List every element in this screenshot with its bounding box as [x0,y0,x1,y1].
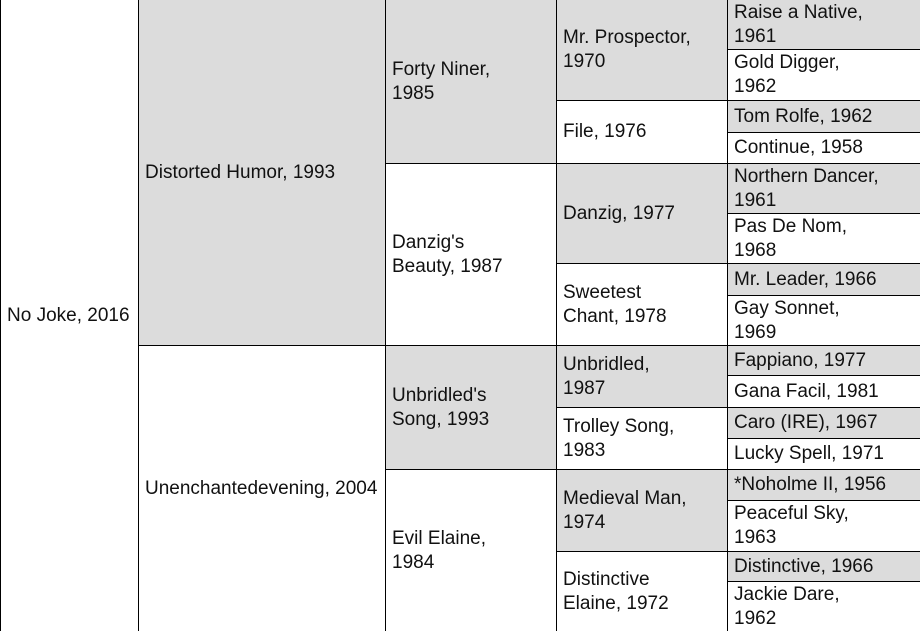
sire-dam-name: Danzig's Beauty, 1987 [392,231,503,277]
subject-cell [1,0,138,631]
row-divider [556,263,920,264]
subject-name: No Joke, 2016 [7,304,130,326]
sire-name: Distorted Humor, 1993 [145,161,336,183]
g3-name: File, 1976 [563,121,647,142]
g4-cell [728,501,920,551]
g4-name: *Noholme II, 1956 [734,474,887,495]
dam-dam-name: Evil Elaine, 1984 [392,527,486,573]
g3-name: Danzig, 1977 [563,202,675,224]
g4-name: Pas De Nom, 1968 [734,215,847,261]
g4-cell [728,582,920,631]
g3-cell [557,0,727,100]
g4-cell [728,101,920,132]
g3-name: Distinctive Elaine, 1972 [563,568,669,614]
g4-cell [728,214,920,263]
g4-name: Gay Sonnet, 1969 [734,297,840,343]
row-divider [727,581,920,582]
dam-sire-cell [386,346,556,469]
dam-dam-cell [386,470,556,631]
g4-cell [728,296,920,345]
row-divider [727,213,920,214]
g3-cell [557,552,727,631]
column-divider [138,0,139,631]
row-divider [727,132,920,133]
g3-name: Unbridled, 1987 [563,353,650,399]
g4-name: Raise a Native, 1961 [734,1,863,47]
g4-name: Lucky Spell, 1971 [734,443,884,464]
row-divider [138,345,920,346]
g4-name: Gold Digger, 1962 [734,52,840,97]
row-divider [385,163,920,164]
g3-name: Sweetest Chant, 1978 [563,281,667,327]
g4-cell [728,552,920,581]
row-divider [727,375,920,376]
sire-cell [139,0,385,345]
g4-name: Tom Rolfe, 1962 [734,105,873,127]
g4-name: Northern Dancer, 1961 [734,165,879,211]
g3-cell [557,264,727,345]
g4-name: Caro (IRE), 1967 [734,412,878,433]
g4-cell [728,470,920,500]
row-divider [727,438,920,439]
g4-cell [728,50,920,100]
sire-sire-name: Forty Niner, 1985 [392,58,491,104]
row-divider [556,407,920,408]
sire-dam-cell [386,164,556,345]
g3-cell [557,470,727,551]
g4-cell [728,346,920,375]
g4-cell [728,439,920,469]
g4-name: Distinctive, 1966 [734,555,874,577]
g4-cell [728,408,920,438]
sire-sire-cell [386,0,556,163]
dam-sire-name: Unbridled's Song, 1993 [392,384,490,430]
g3-cell [557,408,727,469]
row-divider [727,295,920,296]
row-divider [727,500,920,501]
row-divider [385,469,920,470]
g4-cell [728,164,920,213]
g3-cell [557,164,727,263]
column-divider [556,0,557,631]
g3-name: Trolley Song, 1983 [563,415,675,461]
g4-name: Gana Facil, 1981 [734,380,879,402]
dam-cell [139,346,385,631]
g4-name: Continue, 1958 [734,137,863,158]
row-divider [556,100,920,101]
g3-cell [557,101,727,163]
g4-name: Peaceful Sky, 1963 [734,503,849,548]
row-divider [727,49,920,50]
dam-name: Unenchantedevening, 2004 [145,477,378,499]
g4-name: Fappiano, 1977 [734,349,867,371]
row-divider [556,551,920,552]
column-divider [385,0,386,631]
column-divider [727,0,728,631]
g3-name: Medieval Man, 1974 [563,487,687,533]
g4-name: Jackie Dare, 1962 [734,583,840,629]
g3-cell [557,346,727,407]
g4-cell [728,376,920,407]
g4-cell [728,0,920,49]
g4-cell [728,133,920,163]
g4-cell [728,264,920,295]
g4-name: Mr. Leader, 1966 [734,268,877,290]
g3-name: Mr. Prospector, 1970 [563,27,691,72]
